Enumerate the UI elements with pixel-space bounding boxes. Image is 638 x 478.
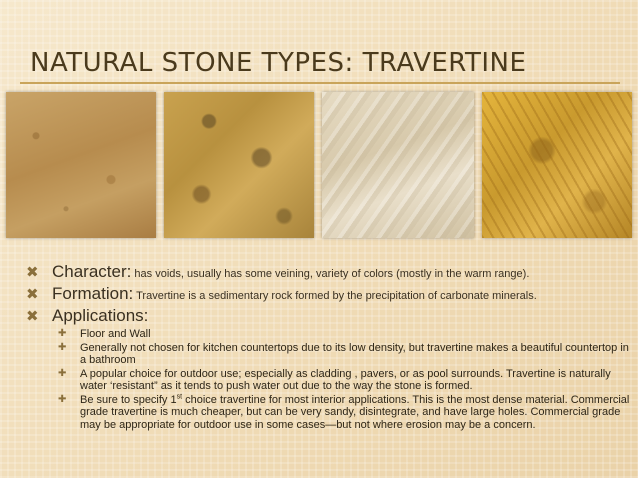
stone-images	[0, 92, 638, 238]
sub-bullet	[24, 394, 630, 432]
plus-bullet-icon: ✚	[58, 328, 67, 339]
slide-title: NATURAL STONE TYPES: TRAVERTINE	[30, 48, 527, 78]
x-bullet-icon: ✖	[26, 264, 39, 281]
sub-bullet-text-post: choice travertine for most interior applications. This is the most dense material. Commercial grade travertine is much cheaper, but can be very sandy, disintegrate, and have large holes. Commercial grade may be appropriate for outdoor use in some cases—but not where erosion may be a concern.	[80, 393, 630, 431]
travertine-sample-image-4	[482, 92, 632, 238]
bullet-heading: Formation:	[52, 284, 134, 303]
bullet-formation	[24, 284, 630, 304]
plus-bullet-icon: ✚	[58, 393, 67, 405]
bullet-character	[24, 262, 630, 282]
title-underline	[20, 82, 620, 84]
sub-bullet-text: Floor and Wall	[80, 328, 151, 340]
plus-bullet-icon: ✚	[58, 341, 67, 353]
plus-bullet-icon: ✚	[58, 367, 67, 379]
sub-bullet-text: Generally not chosen for kitchen countertops due to its low density, but travertine makes a beautiful countertop in a bathroom	[80, 341, 629, 366]
superscript: st	[176, 392, 183, 400]
sub-bullet	[24, 342, 630, 367]
bullet-heading: Applications:	[52, 306, 149, 325]
bullet-text: Travertine is a sedimentary rock formed by the precipitation of carbonate minerals.	[133, 290, 537, 302]
sub-bullet	[24, 368, 630, 393]
bullet-list	[24, 262, 630, 432]
applications-sub-list	[24, 328, 630, 431]
travertine-sample-image-2	[164, 92, 314, 238]
x-bullet-icon: ✖	[26, 308, 39, 325]
travertine-sample-image-1	[6, 92, 156, 238]
bullet-text: has voids, usually has some veining, variety of colors (mostly in the warm range).	[131, 268, 530, 280]
sub-bullet	[24, 328, 630, 341]
travertine-sample-image-3	[322, 92, 474, 238]
bullet-applications	[24, 306, 630, 326]
bullet-heading: Character:	[52, 262, 132, 281]
sub-bullet-text-pre: Be sure to specify 1	[80, 393, 177, 406]
sub-bullet-text: A popular choice for outdoor use; especially as cladding , pavers, or as pool surrounds. Travertine is naturally water ‘resistant” as it tends to push water out due to the way the stone is formed.	[80, 367, 611, 392]
x-bullet-icon: ✖	[26, 286, 39, 303]
